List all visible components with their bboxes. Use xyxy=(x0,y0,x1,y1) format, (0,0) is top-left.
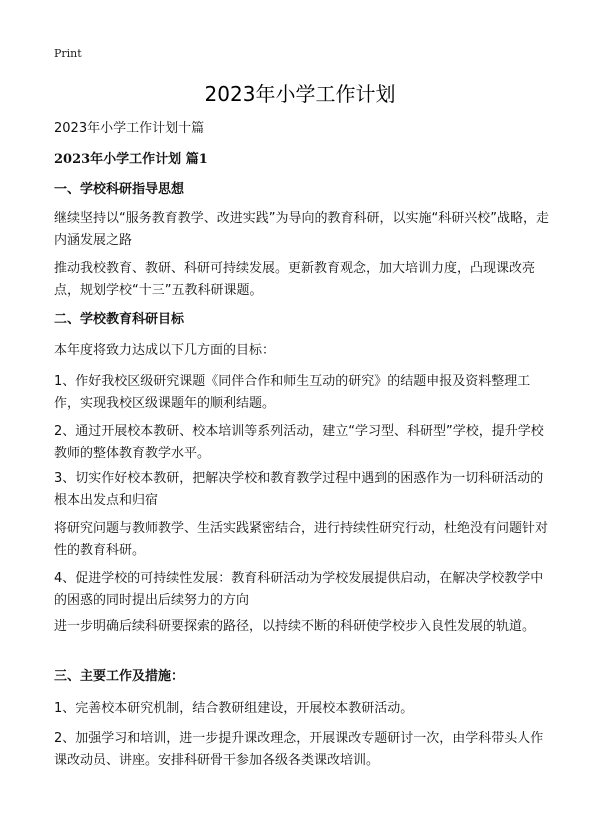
paragraph-9: 进一步明确后续科研要探索的路径，以持续不断的科研使学校步入良性发展的轨道。 xyxy=(54,619,536,634)
paragraph-11: 2、加强学习和培训，进一步提升课改理念，开展课改专题研讨一次，由学科带头人作课改动员、讲座。安排科研骨干参加各级各类课改培训。 xyxy=(54,731,544,768)
section-title: 2023年小学工作计划 篇1 xyxy=(54,152,208,167)
paragraph-1: 继续坚持以“服务教育教学、改进实践”为导向的教育科研，以实施“科研兴校”战略，走内涵发展之路 xyxy=(54,211,549,248)
page-title: 2023年小学工作计划 xyxy=(204,82,396,106)
heading-research-goals: 二、学校教育科研目标 xyxy=(54,312,185,327)
paragraph-2: 推动我校教育、教研、科研可持续发展。更新教育观念，加大培训力度，凸现课改亮点，规划学校“十三”五教科研课题。 xyxy=(54,261,536,298)
heading-main-work: 三、主要工作及措施： xyxy=(54,669,185,684)
paragraph-5: 2、通过开展校本教研、校本培训等系列活动，建立“学习型、科研型”学校，提升学校教师的整体教育教学水平。 xyxy=(54,424,544,461)
paragraph-6: 3、切实作好校本教研，把解决学校和教育教学过程中遇到的困惑作为一切科研活动的根本出发点和归宿 xyxy=(54,471,544,508)
paragraph-7: 将研究问题与教师教学、生活实践紧密结合，进行持续性研究行动，杜绝没有问题针对性的教育科研。 xyxy=(54,521,549,558)
document-subtitle: 2023年小学工作计划十篇 xyxy=(54,121,205,136)
paragraph-10: 1、完善校本研究机制，结合教研组建设，开展校本教研活动。 xyxy=(54,701,414,716)
paragraph-8: 4、促进学校的可持续性发展：教育科研活动为学校发展提供启动，在解决学校教学中的困惑的同时提出后续努力的方向 xyxy=(54,571,544,608)
heading-guiding-ideology: 一、学校科研指导思想 xyxy=(54,182,185,197)
paragraph-4: 1、作好我校区级研究课题《同伴合作和师生互动的研究》的结题申报及资料整理工作，实现我校区级课题年的顺利结题。 xyxy=(54,374,531,411)
paragraph-3: 本年度将致力达成以下几方面的目标： xyxy=(54,343,276,358)
print-link[interactable]: Print xyxy=(54,47,82,60)
